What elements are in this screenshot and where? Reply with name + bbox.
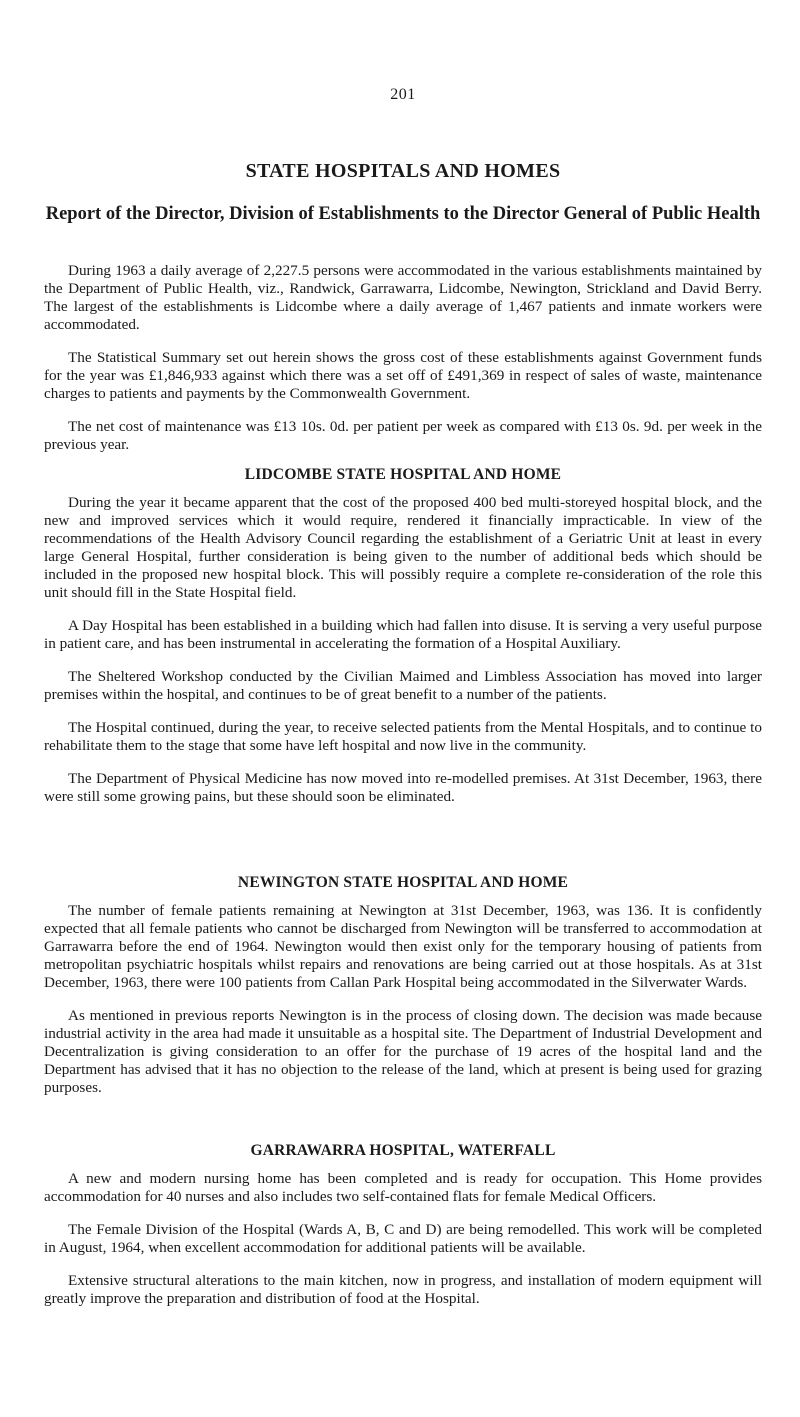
intro-paragraph: The net cost of maintenance was £13 10s. 0d. per patient per week as compared with £13 0s. 9d. per week in the previous year. bbox=[44, 418, 762, 453]
intro-paragraph: The Statistical Summary set out herein shows the gross cost of these establishments against Government funds for the year was £1,846,933 against which there was a set off of £491,369 in respect of sales of waste, maintenance charges to patients and payments by the Commonwealth Government. bbox=[44, 349, 762, 402]
section-heading: LIDCOMBE STATE HOSPITAL AND HOME bbox=[244, 466, 562, 483]
page-title: STATE HOSPITALS AND HOMES bbox=[245, 160, 561, 182]
intro-paragraph: During 1963 a daily average of 2,227.5 persons were accommodated in the various establishments maintained by the Department of Public Health, viz., Randwick, Garrawarra, Lidcombe, Newington, Strickland and David Berry. The largest of the establishments is Lidcombe where a daily average of 1,467 patients and inmate workers were accommodated. bbox=[44, 262, 762, 333]
lidcombe-paragraph: The Department of Physical Medicine has now moved into re-modelled premises. At 31st December, 1963, there were still some growing pains, but these should soon be eliminated. bbox=[44, 770, 762, 805]
page-number: 201 bbox=[390, 86, 416, 103]
garrawarra-paragraph: Extensive structural alterations to the main kitchen, now in progress, and installation of modern equipment will greatly improve the preparation and distribution of food at the Hospital. bbox=[44, 1272, 762, 1307]
lidcombe-section bbox=[44, 466, 762, 821]
section-heading: GARRAWARRA HOSPITAL, WATERFALL bbox=[250, 1142, 556, 1159]
newington-paragraph: As mentioned in previous reports Newington is in the process of closing down. The decision was made because industrial activity in the area had made it unsuitable as a hospital site. The Department of Industrial Development and Decentralization is giving consideration to an offer for the purchase of 19 acres of the hospital land and the Department has advised that it has no objection to the release of the land, which at present is being used for grazing purposes. bbox=[44, 1007, 762, 1096]
garrawarra-section bbox=[44, 1142, 762, 1323]
lidcombe-paragraph: The Hospital continued, during the year, to receive selected patients from the Mental Hospitals, and to continue to rehabilitate them to the stage that some have left hospital and now live in the community. bbox=[44, 719, 762, 754]
intro-section bbox=[44, 262, 762, 469]
newington-paragraph: The number of female patients remaining at Newington at 31st December, 1963, was 136. It is confidently expected that all female patients who cannot be discharged from Newington will be transferred to accommodation at Garrawarra before the end of 1964. Newington would then exist only for the temporary housing of patients from metropolitan psychiatric hospitals whilst repairs and renovations are being carried out at those hospitals. As at 31st December, 1963, there were 100 patients from Callan Park Hospital being accommodated in the Silverwater Wards. bbox=[44, 902, 762, 991]
lidcombe-paragraph: During the year it became apparent that the cost of the proposed 400 bed multi-storeyed hospital block, and the new and improved services which it would require, rendered it financially impracticable. In view of the recommendations of the Health Advisory Council regarding the establishment of a Geriatric Unit at least in every large General Hospital, further consideration is being given to the number of additional beds which should be included in the proposed new hospital block. This will possibly require a complete re-consideration of the role this unit should fill in the State Hospital field. bbox=[44, 494, 762, 601]
newington-section bbox=[44, 874, 762, 1112]
garrawarra-paragraph: The Female Division of the Hospital (Wards A, B, C and D) are being remodelled. This work will be completed in August, 1964, when excellent accommodation for additional patients will be available. bbox=[44, 1221, 762, 1256]
section-heading: NEWINGTON STATE HOSPITAL AND HOME bbox=[237, 874, 569, 891]
lidcombe-paragraph: The Sheltered Workshop conducted by the Civilian Maimed and Limbless Association has moved into larger premises within the hospital, and continues to be of great benefit to a number of the patients. bbox=[44, 668, 762, 703]
garrawarra-paragraph: A new and modern nursing home has been completed and is ready for occupation. This Home provides accommodation for 40 nurses and also includes two self-contained flats for female Medical Officers. bbox=[44, 1170, 762, 1205]
lidcombe-paragraph: A Day Hospital has been established in a building which had fallen into disuse. It is serving a very useful purpose in patient care, and has been instrumental in accelerating the formation of a Hospital Auxiliary. bbox=[44, 617, 762, 652]
report-title: Report of the Director, Division of Establishments to the Director General of Public Health bbox=[45, 204, 761, 224]
